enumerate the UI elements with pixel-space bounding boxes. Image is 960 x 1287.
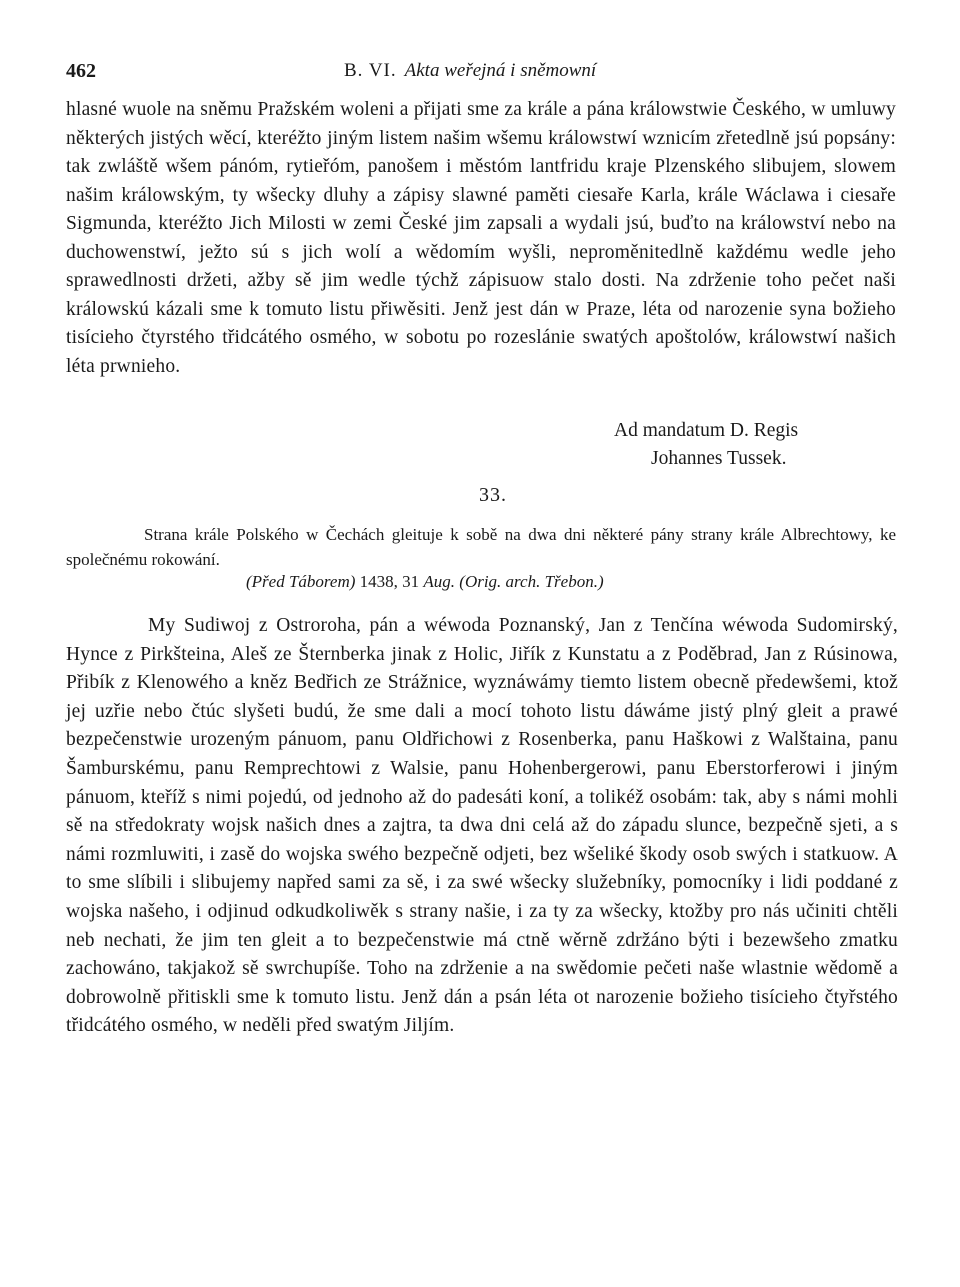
document-body: My Sudiwoj z Ostroroha, pán a wéwoda Poznanský, Jan z Tenčína wéwoda Sudomirský, Hynce z Pirkšteina, Aleš ze Šternberka jinak z Holic, Jiřík z Kunstatu a z Poděbrad, Jan z Rúsinowa, Přibík z Klenowého a kněz Bedřich ze Strážnice, wyznáwámy tiemto listem obecně předewšemi, ktož jej uzřie nebo čtúc slyšeti budú, že sme dali a mocí tohoto listu dáwáme jistý plný gleit a prawé bezpečenstwie urozeným pánuom, panu Oldřichowi z Rosenberka, panu Haškowi z Walštaina, panu Šamburskému, panu Remprechtowi z Walsie, panu Hohenbergerowi, panu Eberstorferowi i jiným pánuom, kteříž s nimi pojedú, od jednoho až do padesáti koní, a tolikéž osobám: tak, aby s námi mohli sě na středokraty wojsk našich dnes a zajtra, ta dwa dni celá až do západu slunce, bezpečně sjeti, a s námi rozmluwiti, i zasě do wojska swého bezpečně odjeti, bez wšeliké škody osob swých i statkuow. A to sme slíbili i slibujemy napřed sami za sě, i za swé wšecky služebníky, pomocníky i lidi poddané z wojska našeho, i odjinud odkudkoliwěk s strany našie, i za ty za wšecky, ktožby pro nás učiniti chtěli neb nechati, že jim ten gleit a to bezpečenstwie má ctně wěrně zdržáno býti i bezewšeho zmatku zachowáno, takjakož sě swrchupíše. Toho na zdrženie a na swědomie pečeti naše wlastnie wědomě a dobrowolně přitiskli sme k tomuto listu. Jenž dán a psán léta ot narozenie božieho tisícieho čtyřstého třidcátého osmého, w neděli před swatým Jiljím. [66, 615, 898, 1037]
running-head [66, 60, 896, 88]
dating-source: (Orig. arch. Třebon.) [459, 572, 604, 591]
signature-mandate: Ad mandatum D. Regis [614, 420, 799, 441]
dating-date: 1438, 31 [359, 572, 420, 591]
dating-place: (Před Táborem) [246, 572, 356, 591]
running-head-title [344, 60, 596, 82]
document-summary: Strana krále Polského w Čechách gleituje k sobě na dwa dni některé pány strany krále Albrechtowy, ke společnému rokowání. [66, 525, 896, 569]
document-number: 33. [479, 484, 507, 506]
signature-name: Johannes Tussek. [651, 448, 787, 469]
section-title: Akta weřejná i sněmowní [404, 60, 597, 81]
paragraph-continued: hlasné wuole na sněmu Pražském woleni a přijati sme za krále a pána králowstwie Českého, w umluwy některých jistých wěcí, kteréžto jiným listem našim wšemu králowstwí wznicím zřetedlně jsú popsány: tak zwláště wšem pánóm, rytieřóm, panošem i městóm lantfridu kraje Plzenského slibujem, slowem našim králowským, ty wšecky dluhy a zápisy slawné paměti ciesaře Karla, krále Wáclawa i ciesaře Sigmunda, kteréžto Jich Milosti w zemi České jim zapsali a wydali jsú, buďto na králowství nebo na duchowenstwí, ježto sú s jich wolí a wědomím wyšli, neproměnitedlně každému wedle jeho sprawedlnosti držeti, ažby sě jim wedle týchž zápisuow stalo dosti. Na zdrženie toho pečet naši králowskú kázali sme k tomuto listu přiwěsiti. Jenž jest dán w Praze, léta od narozenie syna božieho tisícieho čtyrstého třidcátého osmého, w sobotu po rozeslánie swatých apoštolów, králowstwí našich léta prwnieho. [66, 99, 896, 377]
section-label: B. VI. [344, 60, 397, 81]
document-dating [246, 572, 604, 592]
page-number: 462 [66, 60, 96, 82]
dating-month: Aug. [423, 572, 456, 591]
